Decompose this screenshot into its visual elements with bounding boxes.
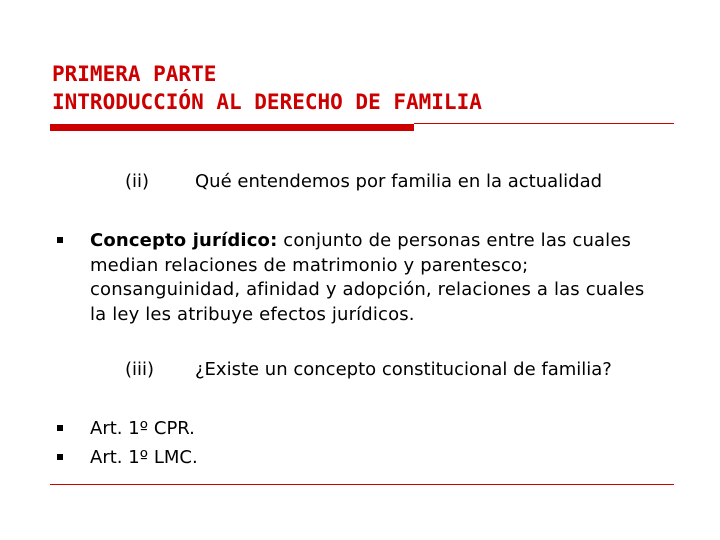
title-line-2: INTRODUCCIÓN AL DERECHO DE FAMILIA [52,90,482,114]
article-item: Art. 1º LMC. [90,447,198,468]
article-item: Art. 1º CPR. [90,418,195,439]
section-heading-text: Qué entendemos por familia en la actualidad [195,171,603,192]
section-heading-ii [0,170,720,194]
definition-term: Concepto jurídico: [90,230,278,251]
title-underline-thick [50,124,414,131]
slide-title [52,60,482,116]
square-bullet-icon [57,454,63,460]
definition-paragraph [90,229,665,327]
footer-rule [50,484,674,485]
square-bullet-icon [57,237,63,243]
section-number: (iii) [125,359,155,380]
square-bullet-icon [57,425,63,431]
definition-text: conjunto de personas entre las cuales median relaciones de matrimonio y parentesco; consanguinidad, afinidad y adopción, relaciones a las cuales la ley les atribuye efectos jurídicos. [90,230,645,325]
section-number: (ii) [125,171,150,192]
title-line-1: PRIMERA PARTE [52,62,217,86]
section-heading-text: ¿Existe un concepto constitucional de familia? [195,359,612,380]
title-underline-thin [414,123,674,124]
section-heading-iii [0,358,720,382]
